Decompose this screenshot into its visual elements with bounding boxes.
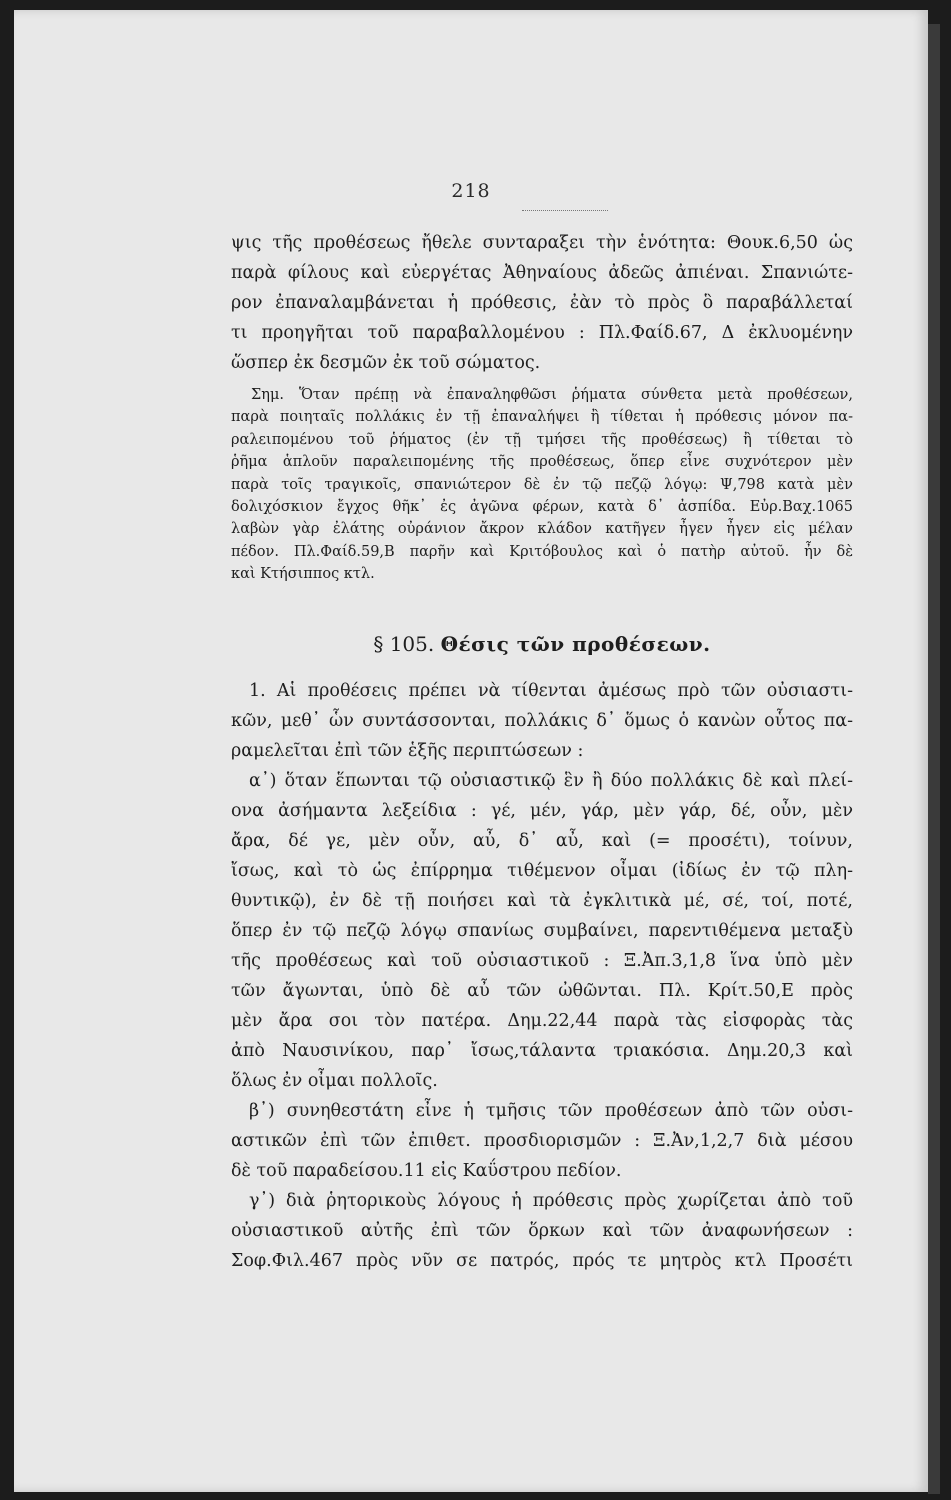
text-line: ἴσως, καὶ τὸ ὡς ἐπίρρημα τιθέμενον οἶμαι (ἰδίως ἐν τῷ πλη- xyxy=(231,861,853,881)
text-line: β᾽) συνηθεστάτη εἶνε ἡ τμῆσις τῶν προθέσεων ἀπὸ τῶν οὐσι- xyxy=(249,1101,853,1121)
note-line: πέδον. Πλ.Φαίδ.59,Β παρῆν καὶ Κριτόβουλος καὶ ὁ πατὴρ αὐτοῦ. ἦν δὲ xyxy=(231,543,853,560)
text-line: τῆς προθέσεως καὶ τοῦ οὐσιαστικοῦ : Ξ.Ἀπ.3,1,8 ἵνα ὑπὸ μὲν xyxy=(231,951,853,971)
text-line: ὅλως ἐν οἶμαι πολλοῖς. xyxy=(231,1071,438,1091)
page-number: 218 xyxy=(451,180,491,202)
note-paragraph xyxy=(231,384,853,586)
section-body xyxy=(231,676,853,1276)
page-number-rule xyxy=(522,210,608,211)
text-line: μὲν ἄρα σοι τὸν πατέρα. Δημ.22,44 παρὰ τὰς εἰσφορὰς τὰς xyxy=(231,1011,853,1031)
text-line: ραμελεῖται ἐπὶ τῶν ἑξῆς περιπτώσεων : xyxy=(231,741,584,761)
text-line: κῶν, μεθ᾽ ὧν συντάσσονται, πολλάκις δ᾽ ὅμως ὁ κανὼν οὗτος πα- xyxy=(231,711,853,731)
paragraph-continuation xyxy=(231,228,853,378)
section-title: Θέσις τῶν προθέσεων. xyxy=(440,632,711,656)
text-line: τῶν ἄγωνται, ὑπὸ δὲ αὖ τῶν ὠθῶνται. Πλ. Κρίτ.50,Ε πρὸς xyxy=(231,981,853,1001)
text-line: δὲ τοῦ παραδείσου.11 εἰς Καΰστρου πεδίον. xyxy=(231,1161,622,1181)
text-line: ἄρα, δέ γε, μὲν οὖν, αὖ, δ᾽ αὖ, καὶ (= προσέτι), τοίνυν, xyxy=(231,831,853,851)
text-line: ρον ἐπαναλαμβάνεται ἡ πρόθεσις, ἐὰν τὸ πρὸς ὃ παραβάλλεταί xyxy=(231,293,853,313)
text-line: τι προηγῆται τοῦ παραβαλλομένου : Πλ.Φαίδ.67, Δ ἐκλυομένην xyxy=(231,323,853,343)
note-line: Σημ. Ὅταν πρέπῃ νὰ ἐπαναληφθῶσι ῥήματα σύνθετα μετὰ προθέσεων, xyxy=(251,387,853,403)
text-line: οὐσιαστικοῦ αὐτῆς ἐπὶ τῶν ὅρκων καὶ τῶν ἀναφωνήσεων : xyxy=(231,1221,853,1241)
note-line: ῥῆμα ἁπλοῦν παραλειπομένης τῆς προθέσεως, ὅπερ εἶνε συχνότερον μὲν xyxy=(231,454,853,471)
text-line: Σοφ.Φιλ.467 πρὸς νῦν σε πατρός, πρός τε μητρὸς κτλ Προσέτι xyxy=(231,1251,853,1271)
text-line: ονα ἀσήμαντα λεξείδια : γέ, μέν, γάρ, μὲν γάρ, δέ, οὖν, μὲν xyxy=(231,801,853,821)
note-line: λαβὼν γὰρ ἐλάτης οὐράνιον ἄκρον κλάδον κατῆγεν ἦγεν ἦγεν εἰς μέλαν xyxy=(231,521,853,538)
text-line: 1. Αἱ προθέσεις πρέπει νὰ τίθενται ἀμέσως πρὸ τῶν οὐσιαστι- xyxy=(249,681,853,701)
adjacent-page-edge xyxy=(928,24,940,1494)
text-line: ὥσπερ ἐκ δεσμῶν ἐκ τοῦ σώματος. xyxy=(231,353,541,373)
note-line: ραλειπομένου τοῦ ῥήματος (ἐν τῇ τμήσει τῆς προθέσεως) ἢ τίθεται τὸ xyxy=(231,431,853,448)
text-line: ψις τῆς προθέσεως ἤθελε συνταραξει τὴν ἑνότητα: Θουκ.6,50 ὡς xyxy=(231,233,853,253)
text-line: γ᾽) διὰ ῥητορικοὺς λόγους ἡ πρόθεσις πρὸς χωρίζεται ἀπὸ τοῦ xyxy=(249,1191,853,1211)
note-line: δολιχόσκιον ἔγχος θῆκ᾽ ἐς ἀγῶνα φέρων, κατὰ δ᾽ ἀσπίδα. Εὐρ.Βαχ.1065 xyxy=(231,498,853,515)
note-line: παρὰ ποιηταῖς πολλάκις ἐν τῇ ἐπαναλήψει ἢ τίθεται ἡ πρόθεσις μόνον πα- xyxy=(231,409,853,426)
text-line: παρὰ φίλους καὶ εὐεργέτας Ἀθηναίους ἀδεῶς ἀπιέναι. Σπανιώτε- xyxy=(231,263,853,283)
text-line: ἀπὸ Ναυσινίκου, παρ᾽ ἴσως,τάλαντα τριακόσια. Δημ.20,3 καὶ xyxy=(231,1041,853,1061)
note-line: παρὰ τοῖς τραγικοῖς, σπανιώτερον δὲ ἐν τῷ πεζῷ λόγῳ: Ψ,798 κατὰ μὲν xyxy=(231,476,853,493)
section-heading xyxy=(231,632,853,656)
text-line: αστικῶν ἐπὶ τῶν ἐπιθετ. προσδιορισμῶν : Ξ.Ἀν,1,2,7 διὰ μέσου xyxy=(231,1131,853,1151)
text-line: α᾽) ὅταν ἕπωνται τῷ οὐσιαστικῷ ἓν ἢ δύο πολλάκις δὲ καὶ πλεί- xyxy=(249,771,853,791)
text-line: θυντικῷ), ἐν δὲ τῇ ποιήσει καὶ τὰ ἐγκλιτικὰ μέ, σέ, τοί, ποτέ, xyxy=(231,891,853,911)
note-line: καὶ Κτήσιππος κτλ. xyxy=(231,566,375,583)
section-number: § 105. xyxy=(373,632,435,656)
text-line: ὅπερ ἐν τῷ πεζῷ λόγῳ σπανίως συμβαίνει, παρεντιθέμενα μεταξὺ xyxy=(231,921,853,941)
